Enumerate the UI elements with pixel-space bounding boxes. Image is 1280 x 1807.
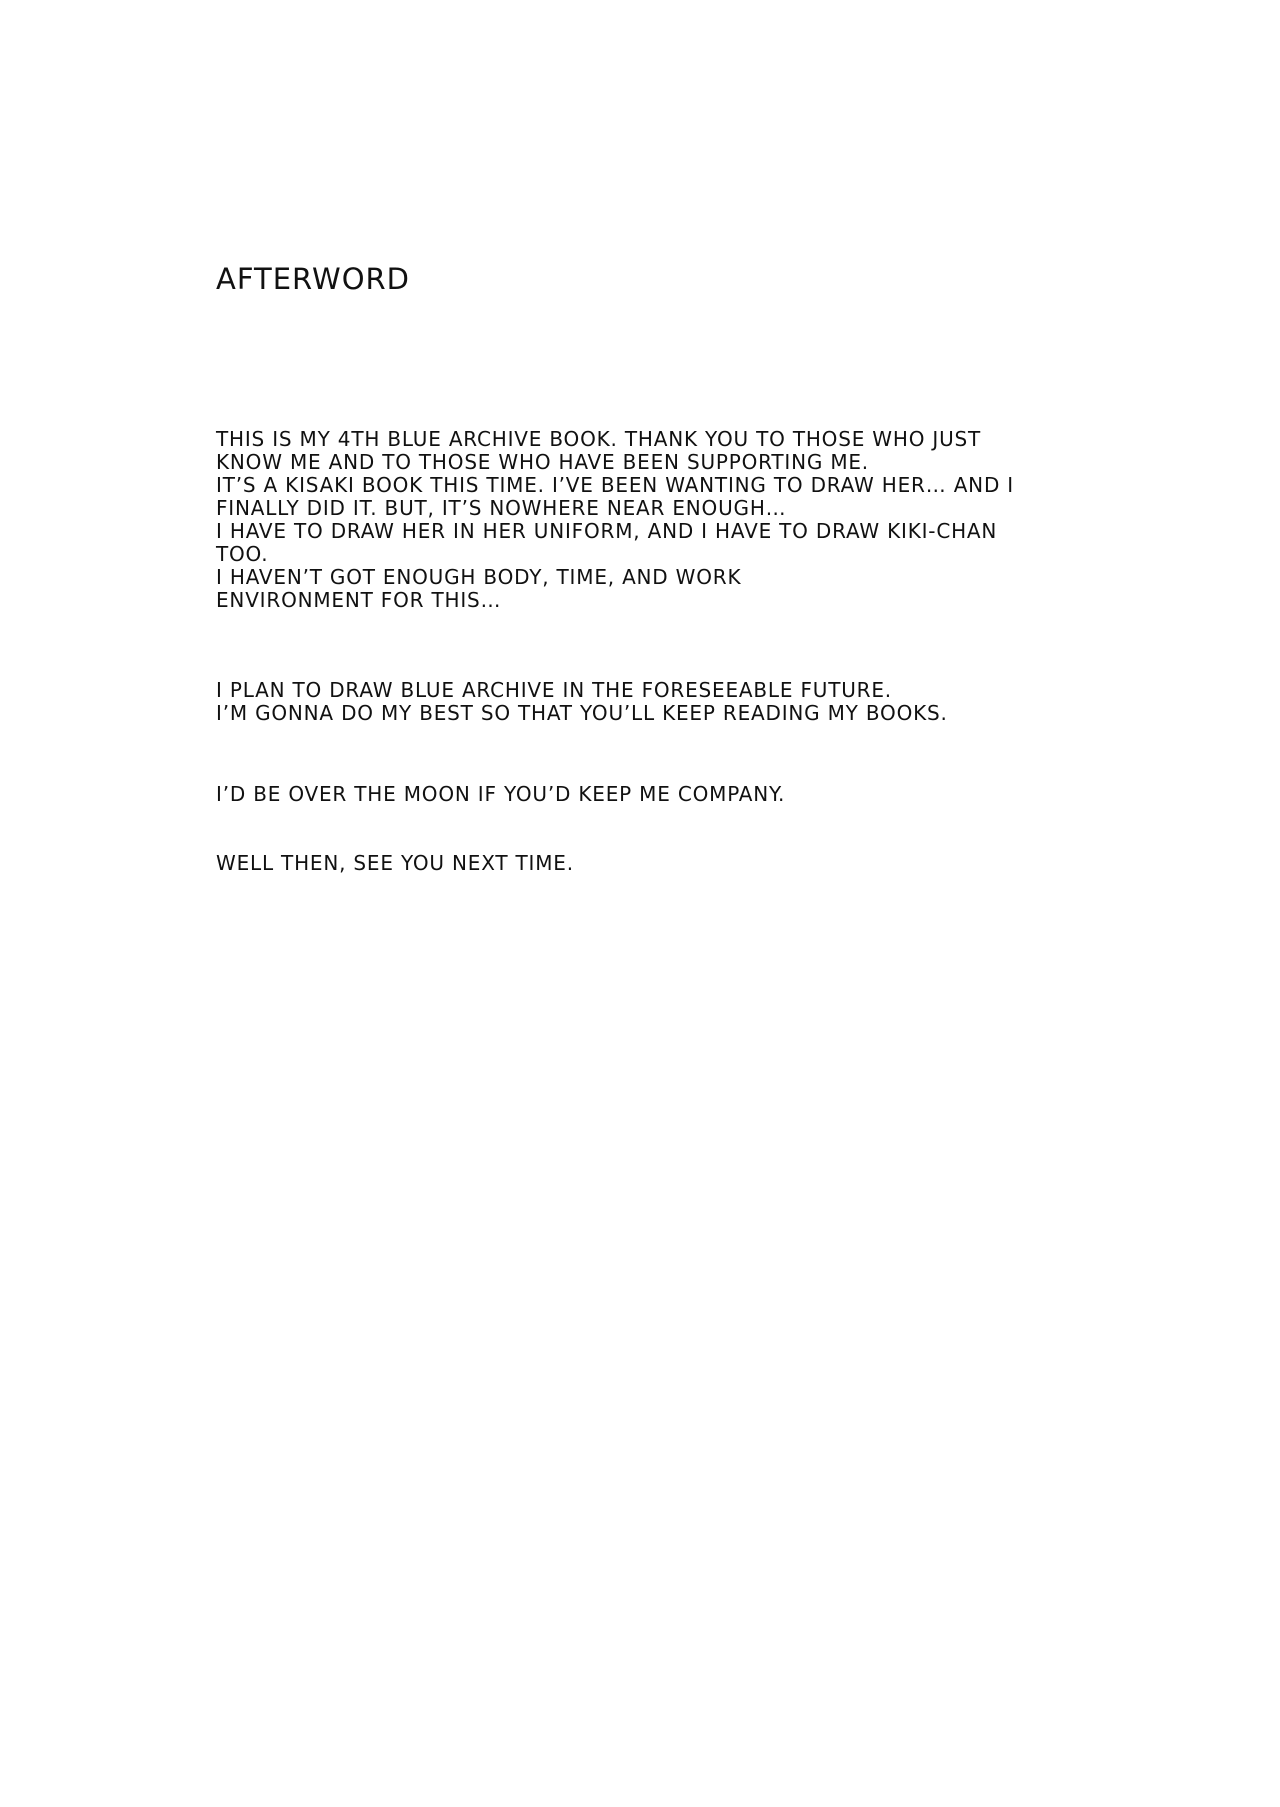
paragraph-thanks [216,428,1014,612]
paragraph-plans [216,679,948,725]
text-line: I PLAN TO DRAW BLUE ARCHIVE IN THE FORESEEABLE FUTURE. [216,678,892,702]
text-line: WELL THEN, SEE YOU NEXT TIME. [216,851,574,875]
text-line: ENVIRONMENT FOR THIS… [216,588,502,612]
text-line: IT’S A KISAKI BOOK THIS TIME. I’VE BEEN WANTING TO DRAW HER… AND I [216,473,1015,497]
text-line: I’M GONNA DO MY BEST SO THAT YOU’LL KEEP READING MY BOOKS. [216,701,948,725]
text-line: FINALLY DID IT. BUT, IT’S NOWHERE NEAR ENOUGH… [216,496,787,520]
text-line: I HAVEN’T GOT ENOUGH BODY, TIME, AND WORK [216,565,742,589]
text-line: I’D BE OVER THE MOON IF YOU’D KEEP ME COMPANY. [216,782,786,806]
text-line: KNOW ME AND TO THOSE WHO HAVE BEEN SUPPORTING ME. [216,450,869,474]
text-line: TOO. [216,542,269,566]
paragraph-farewell [216,852,574,875]
page-title: AFTERWORD [216,262,411,296]
text-line: I HAVE TO DRAW HER IN HER UNIFORM, AND I HAVE TO DRAW KIKI-CHAN [216,519,998,543]
text-line: THIS IS MY 4TH BLUE ARCHIVE BOOK. THANK YOU TO THOSE WHO JUST [216,427,982,451]
paragraph-company [216,783,785,806]
